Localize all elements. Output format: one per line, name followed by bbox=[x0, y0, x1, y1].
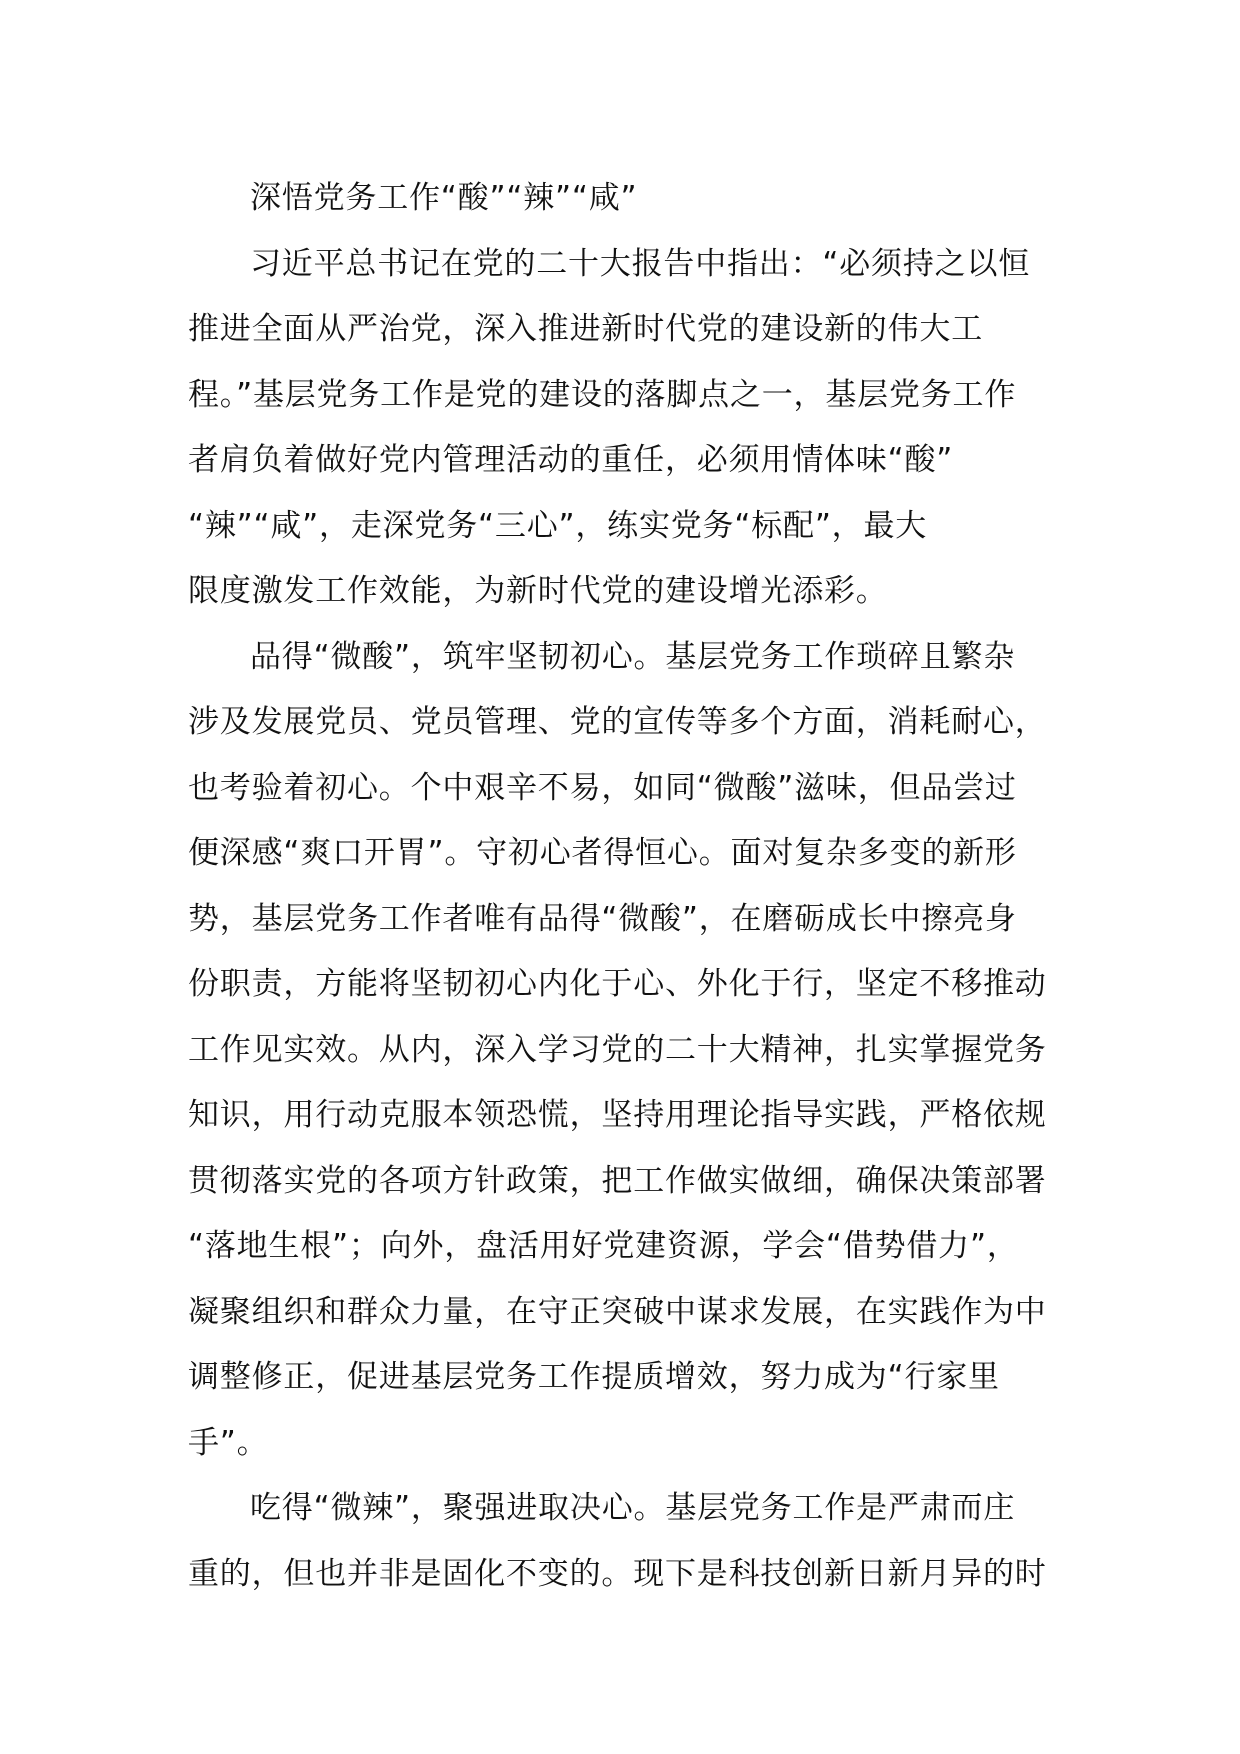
paragraph-2-line-9: 贯彻落实党的各项方针政策，把工作做实做细，确保决策部署 bbox=[188, 1162, 1047, 1199]
paragraph-2-line-11: 凝聚组织和群众力量，在守正突破中谋求发展，在实践作为中 bbox=[188, 1293, 1047, 1330]
paragraph-2-line-4: 便深感“爽口开胃”。守初心者得恒心。面对复杂多变的新形 bbox=[188, 835, 1017, 871]
paragraph-2-line-6: 份职责，方能将坚韧初心内化于心、外化于行，坚定不移推动 bbox=[188, 966, 1047, 1002]
document-body bbox=[188, 166, 1068, 1607]
paragraph-1-line-1: 习近平总书记在党的二十大报告中指出：“必须持之以恒 bbox=[250, 245, 1031, 282]
paragraph-2-line-8: 知识，用行动克服本领恐慌，坚持用理论指导实践，严格依规 bbox=[188, 1097, 1047, 1133]
paragraph-2-line-3: 也考验着初心。个中艰辛不易，如同“微酸”滋味，但品尝过 bbox=[188, 769, 1017, 806]
paragraph-2-line-2: 涉及发展党员、党员管理、党的宣传等多个方面，消耗耐心， bbox=[188, 704, 1047, 740]
paragraph-1-line-2: 推进全面从严治党，深入推进新时代党的建设新的伟大工 bbox=[188, 311, 983, 347]
paragraph-3-line-1: 吃得“微辣”，聚强进取决心。基层党务工作是严肃而庄 bbox=[250, 1490, 1016, 1526]
paragraph-2-line-1: 品得“微酸”，筑牢坚韧初心。基层党务工作琐碎且繁杂 bbox=[250, 638, 1016, 675]
paragraph-3-line-2: 重的，但也并非是固化不变的。现下是科技创新日新月异的时 bbox=[188, 1555, 1047, 1592]
document-title: 深悟党务工作“酸”“辣”“咸” bbox=[250, 180, 638, 216]
paragraph-1-line-4: 者肩负着做好党内管理活动的重任，必须用情体味“酸” bbox=[188, 442, 954, 478]
paragraph-2-line-10: “落地生根”；向外，盘活用好党建资源，学会“借势借力”， bbox=[188, 1228, 1019, 1264]
paragraph-2-line-12: 调整修正，促进基层党务工作提质增效，努力成为“行家里 bbox=[188, 1359, 1000, 1395]
paragraph-1-line-6: 限度激发工作效能，为新时代党的建设增光添彩。 bbox=[188, 573, 888, 609]
paragraph-2-line-5: 势，基层党务工作者唯有品得“微酸”，在磨砺成长中擦亮身 bbox=[188, 900, 1017, 937]
paragraph-2-line-7: 工作见实效。从内，深入学习党的二十大精神，扎实掌握党务 bbox=[188, 1031, 1047, 1068]
paragraph-1-line-5: “辣”“咸”，走深党务“三心”，练实党务“标配”，最大 bbox=[188, 507, 928, 544]
paragraph-2-line-13: 手”。 bbox=[188, 1424, 269, 1461]
paragraph-1-line-3: 程。”基层党务工作是党的建设的落脚点之一，基层党务工作 bbox=[188, 376, 1017, 413]
